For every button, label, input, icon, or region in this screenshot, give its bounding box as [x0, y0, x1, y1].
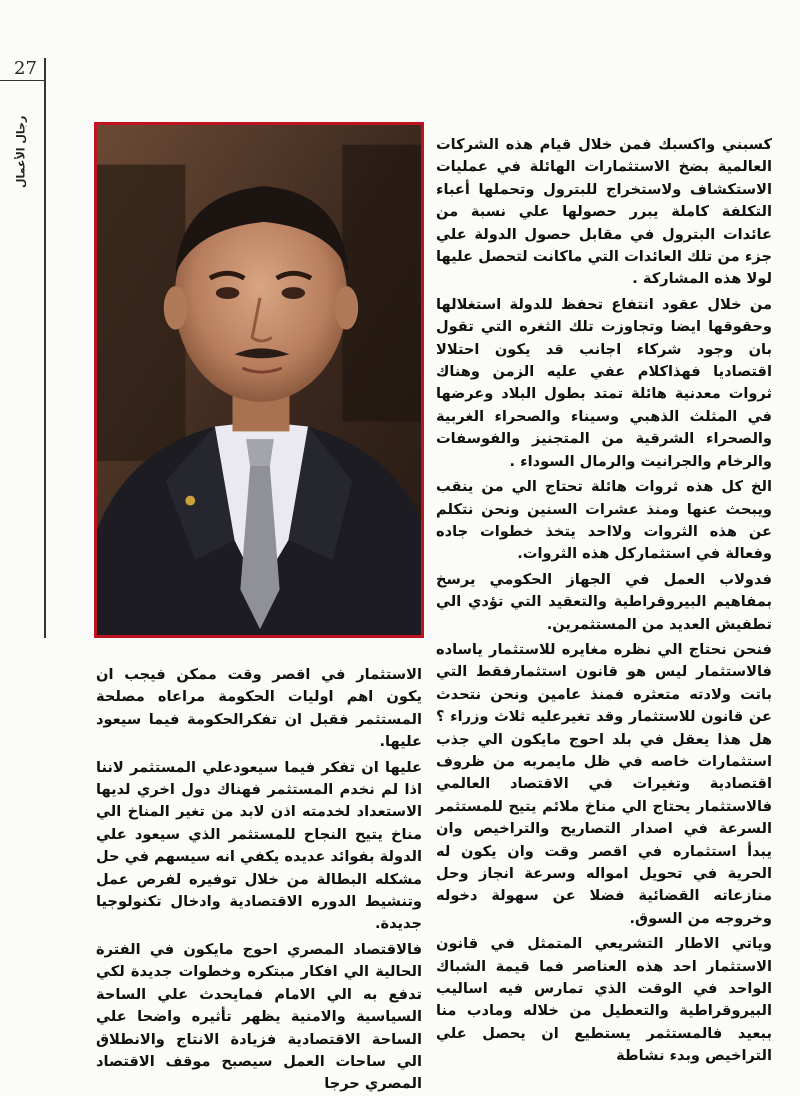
paragraph: من خلال عقود انتفاع تحفظ للدولة استغلالها وحقوقها ايضا وتجاوزت تلك الثغره التي تقول بان وجود شركاء اجانب قد يكون احتلالا اقتصاديا فهذاكلام عفي عليه الزمن وهناك ثروات معدنية هائلة تمتد بطول البلاد وعرضها في المثلث الذهبي وسيناء والصحراء الغربية والصحراء الشرقية من المتجنيز والفوسفات والرخام والجرانيت والرمال السوداء .: [436, 295, 772, 470]
paragraph: فنحن نحتاج الي نظره مغايره للاستثمار ياساده فالاستثمار ليس هو قانون استثمارفقط التي باتت ولادته متعثره فمنذ عامين ونحن نتحدث عن قانون للاستثمار وقد تغيرعليه ثلاث وزراء ؟هل هذا يعقل في بلد احوج مايكون الي جذب استثمارات خاصه في ظل مايمربه من ظروف اقتصادية وتغيرات في الاقتصاد العالمي فالاستثمار يحتاج الي مناخ ملائم يتيح للمستثمر السرعة في اصدار التصاريح والتراخيص وان يبدأ استثماره في اقصر وقت وان يكون له الحرية في تحويل امواله وسرعة انجاز وحل منازعاته القضائية فضلا عن سهولة دخوله وخروجه من السوق.: [436, 640, 772, 927]
paragraph: الخ كل هذه ثروات هائلة تحتاج الي من ينقب ويبحث عنها ومنذ عشرات السنين ونحن نتكلم عن هذه الثروات ولااحد يتخذ خطوات جاده وفعالة في استثماركل هذه الثروات.: [436, 478, 772, 563]
paragraph: عليها ان تفكر فيما سيعودعلي المستثمر لاننا اذا لم نخدم المستثمر فهناك دول اخري لديها الاستعداد لخدمته اذن لابد من تغير المناخ الي مناخ يتيح النجاح للمستثمر الذي سيعود علي الدولة بفوائد عديده يكفي انه سيسهم في حل مشكله البطالة من خلال توفيره لفرص عمل وتنشيط الدوره الاقتصادية وادخال تكنولوجيا جديدة.: [96, 758, 422, 933]
portrait-photo: [94, 122, 424, 638]
section-label: رجال الأعمال: [14, 115, 28, 189]
paragraph: فدولاب العمل في الجهاز الحكومي يرسخ بمفاهيم البيروقراطية والتعقيد التي تؤدي الي تطفيش العديد من المستثمرين.: [436, 570, 772, 633]
paragraph: الاستثمار في اقصر وقت ممكن فيجب ان يكون اهم اوليات الحكومة مراعاه مصلحة المستثمر فقبل ان تفكرالحكومة فيما سيعود عليها.: [96, 666, 422, 751]
paragraph: وياتي الاطار التشريعي المتمثل في قانون الاستثمار احد هذه العناصر فما قيمة الشباك الواحد في الوقت الذي تمارس فيه اساليب البيروقراطية والتعطيل من خلاله ومادب منا ببعيد فالمستثمر يستطيع ان يحصل علي التراخيص وبدء نشاطة: [436, 935, 772, 1065]
article-column-left: [96, 664, 422, 1093]
paragraph: فالاقتصاد المصري احوج مايكون في الفترة الحالية الي افكار مبتكره وخطوات جديدة لكي تدفع به الي الامام فمايحدث علي الساحة السياسية والامنية يظهر تأثيره واضحا علي الساحة الاقتصادية فزيادة الانتاج والانطلاق الي ساحات العمل سيصبح موقف الاقتصاد المصري حرجا: [96, 940, 422, 1093]
paragraph: كسبني واكسبك فمن خلال قيام هذه الشركات العالمية بضخ الاستثمارات الهائلة في عمليات الاستكشاف ولاستخراج للبترول وتحملها أعباء التكلفة كاملة يبرر حصولها علي نسبة من عائدات البترول في مقابل حصول الدولة علي جزء من تلك العائدات التي ماكانت لتحصل عليها لولا هذه المشاركة .: [436, 136, 772, 288]
page-number: 27: [14, 58, 37, 79]
article-column-right: [436, 134, 772, 1065]
portrait-illustration: [97, 125, 421, 635]
page-number-rule: [0, 80, 46, 81]
page-margin-rule: [44, 58, 46, 638]
